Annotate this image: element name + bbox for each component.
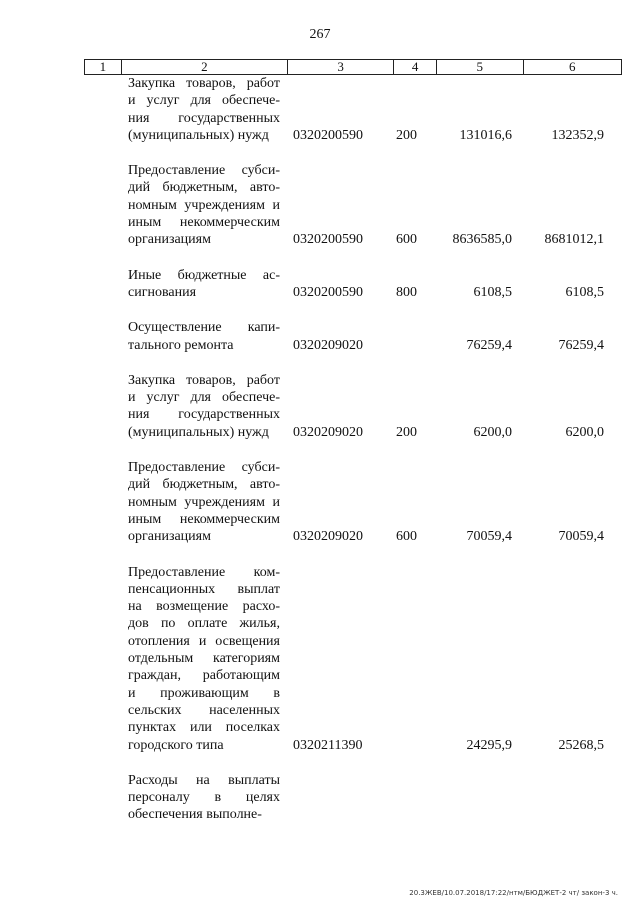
description-line: организациям xyxy=(128,232,211,248)
description-line: персоналу в целях xyxy=(128,790,280,806)
description-line: дов по оплате жилья, xyxy=(128,616,280,632)
target-article-code: 0320209020 xyxy=(293,424,363,440)
table-row xyxy=(0,267,640,302)
row-description xyxy=(128,564,280,754)
table-row xyxy=(0,319,640,354)
description-line: номным учреждениям и xyxy=(128,197,280,213)
target-article-code: 0320211390 xyxy=(293,737,363,753)
description-line: дий бюджетным, авто- xyxy=(128,180,280,196)
description-line: и проживающим в xyxy=(128,685,280,701)
description-line: Предоставление субси- xyxy=(128,163,280,179)
description-line: ния государственных xyxy=(128,110,280,126)
table-row xyxy=(0,564,640,754)
table-row xyxy=(0,162,640,248)
target-article-code: 0320200590 xyxy=(293,232,363,248)
target-article-code: 0320200590 xyxy=(293,284,363,300)
amount-year-2: 25268,5 xyxy=(558,737,604,753)
description-line: Предоставление ком- xyxy=(128,564,280,580)
amount-year-1: 8636585,0 xyxy=(452,232,512,248)
amount-year-2: 76259,4 xyxy=(558,337,604,353)
description-line: и услуг для обеспече- xyxy=(128,390,280,406)
description-line: на возмещение расхо- xyxy=(128,599,280,615)
row-description xyxy=(128,162,280,248)
description-line: иным некоммерческим xyxy=(128,511,280,527)
table-row xyxy=(0,75,640,144)
target-article-code: 0320209020 xyxy=(293,337,363,353)
description-line: Предоставление субси- xyxy=(128,460,280,476)
description-line: Иные бюджетные ас- xyxy=(128,267,280,283)
header-col-3: 3 xyxy=(288,60,394,74)
description-line: организациям xyxy=(128,529,211,545)
description-line: (муниципальных) нужд xyxy=(128,127,269,143)
header-col-6: 6 xyxy=(569,59,576,74)
description-line: обеспечения выполне- xyxy=(128,807,262,823)
amount-year-1: 24295,9 xyxy=(466,737,512,753)
amount-year-2: 8681012,1 xyxy=(544,232,604,248)
amount-year-2: 70059,4 xyxy=(558,529,604,545)
amount-year-2: 6200,0 xyxy=(565,424,604,440)
table-body xyxy=(0,75,640,842)
description-line: пенсационных выплат xyxy=(128,581,280,597)
expense-type-code: 800 xyxy=(396,284,417,300)
amount-year-1: 6108,5 xyxy=(473,284,512,300)
description-line: отопления и освещения xyxy=(128,633,280,649)
row-description xyxy=(128,459,280,545)
description-line: Закупка товаров, работ xyxy=(128,372,280,388)
amount-year-1: 131016,6 xyxy=(459,127,512,143)
expense-type-code: 600 xyxy=(396,529,417,545)
description-line: и услуг для обеспече- xyxy=(128,93,280,109)
header-col-1: 1 xyxy=(85,60,122,74)
row-description xyxy=(128,75,280,144)
expense-type-code: 600 xyxy=(396,232,417,248)
expense-type-code: 200 xyxy=(396,127,417,143)
description-line: Осуществление капи- xyxy=(128,320,280,336)
description-line: городского типа xyxy=(128,737,224,753)
header-col-2: 2 xyxy=(122,60,288,74)
table-row xyxy=(0,772,640,824)
description-line: граждан, работающим xyxy=(128,668,280,684)
description-line: пунктах или поселках xyxy=(128,720,280,736)
amount-year-2: 6108,5 xyxy=(565,284,604,300)
row-description xyxy=(128,772,280,824)
description-line: ния государственных xyxy=(128,407,280,423)
description-line: (муниципальных) нужд xyxy=(128,424,269,440)
table-header-row xyxy=(84,59,622,75)
target-article-code: 0320200590 xyxy=(293,127,363,143)
row-description xyxy=(128,319,280,354)
page-number: 267 xyxy=(309,27,331,42)
amount-year-1: 70059,4 xyxy=(466,529,512,545)
header-col-4: 4 xyxy=(394,60,437,74)
expense-type-code: 200 xyxy=(396,424,417,440)
amount-year-2: 132352,9 xyxy=(551,127,604,143)
description-line: Расходы на выплаты xyxy=(128,772,280,788)
footer-stamp: 20.3ЖЕВ/10.07.2018/17:22/нтм/БЮДЖЕТ-2 чт/ закон-3 ч. xyxy=(409,889,618,897)
description-line: дий бюджетным, авто- xyxy=(128,477,280,493)
header-col-5: 5 xyxy=(437,60,524,74)
description-line: сельских населенных xyxy=(128,702,280,718)
amount-year-1: 6200,0 xyxy=(473,424,512,440)
row-description xyxy=(128,267,280,302)
target-article-code: 0320209020 xyxy=(293,529,363,545)
table-row xyxy=(0,459,640,545)
description-line: тального ремонта xyxy=(128,337,234,353)
row-description xyxy=(128,372,280,441)
description-line: иным некоммерческим xyxy=(128,215,280,231)
description-line: сигнования xyxy=(128,284,197,300)
table-row xyxy=(0,372,640,441)
description-line: Закупка товаров, работ xyxy=(128,76,280,91)
amount-year-1: 76259,4 xyxy=(466,337,512,353)
description-line: номным учреждениям и xyxy=(128,494,280,510)
description-line: отдельным категориям xyxy=(128,651,280,667)
